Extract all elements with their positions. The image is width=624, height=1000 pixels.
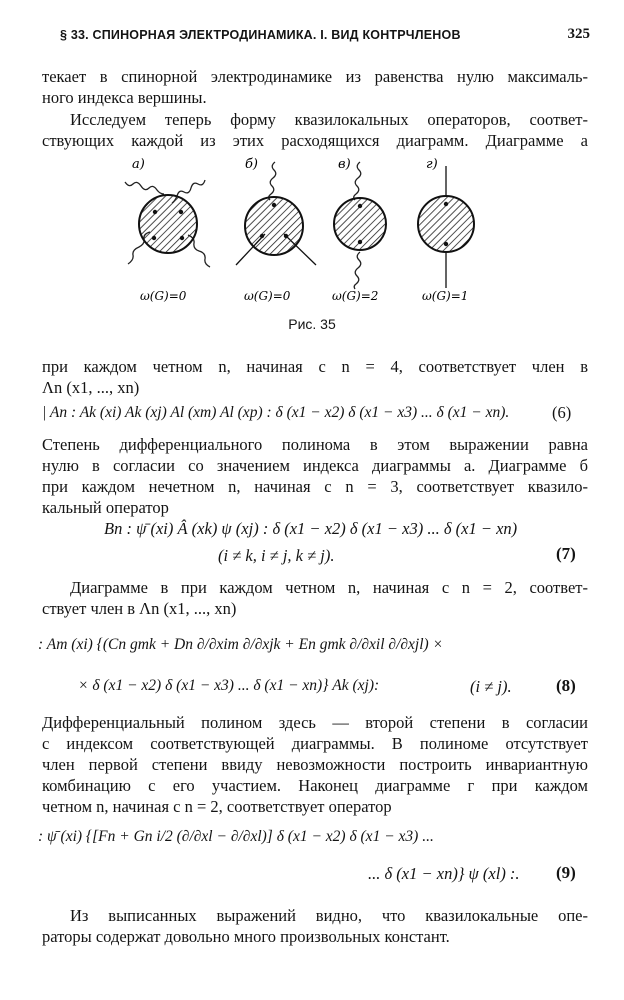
text-line: раторы содержат довольно много произвольных констант. xyxy=(42,927,450,946)
paragraph-4 xyxy=(42,434,588,518)
paragraph-7 xyxy=(42,905,588,947)
text-line: текает в спинорной электродинамике из равенства нулю максималь- xyxy=(42,67,588,86)
equation-9-line-1: : ψ̄ (xi) {[Fn + Gn i/2 (∂/∂xl − ∂/∂xl)] δ (x1 − x2) δ (x1 − x3) ... xyxy=(38,828,434,845)
paragraph-3 xyxy=(42,356,588,398)
paragraph-2 xyxy=(42,109,588,151)
text-line: при каждом нечетном n, начиная с n = 3, соответствует квазило- xyxy=(42,477,588,496)
diagram-b xyxy=(236,162,316,303)
omega-c: ω(G)=2 xyxy=(332,289,379,303)
feynman-diagrams-figure xyxy=(110,152,490,332)
panel-label-d: г) xyxy=(426,157,438,172)
diagram-c xyxy=(332,162,386,303)
text-line: комбинацию с его участием. Наконец диаграмме г при каждом xyxy=(42,776,588,795)
omega-b: ω(G)=0 xyxy=(244,289,291,303)
text-line: при каждом четном n, начиная с n = 4, соответствует член в xyxy=(42,357,588,376)
text-line: ствующих каждой из этих расходящихся диаграмм. Диаграмме a xyxy=(42,131,588,150)
equation-7-line-2: (i ≠ k, i ≠ j, k ≠ j). xyxy=(218,546,335,565)
panel-label-c: в) xyxy=(338,157,351,172)
text-line: ствует член в Λn (x1, ..., xn) xyxy=(42,599,237,618)
text-line: член первой степени ввиду невозможности построить инвариантную xyxy=(42,755,588,774)
text-line: Дифференциальный полином здесь — второй степени в согласии xyxy=(42,713,588,732)
text-line: Степень дифференциального полинома в этом выражении равна xyxy=(42,435,588,454)
text-line: Из выписанных выражений видно, что квазилокальные опе- xyxy=(70,906,588,925)
equation-6-number: (6) xyxy=(552,403,572,422)
omega-a: ω(G)=0 xyxy=(140,289,187,303)
equation-7-number: (7) xyxy=(556,544,576,563)
header-title: § 33. СПИНОРНАЯ ЭЛЕКТРОДИНАМИКА. I. ВИД КОНТРЧЛЕНОВ xyxy=(60,28,461,42)
text-line: ного индекса вершины. xyxy=(42,88,207,107)
equation-8-number: (8) xyxy=(556,676,576,695)
panel-label-b: б) xyxy=(245,157,259,172)
running-header xyxy=(60,26,590,48)
equation-8-condition: (i ≠ j). xyxy=(470,677,512,696)
equation-6: | An : Ak (xi) Ak (xj) Al (xm) Al (xp) : δ (x1 − x2) δ (x1 − x3) ... δ (x1 − xn). xyxy=(42,404,510,421)
diagram-a xyxy=(125,180,210,303)
panel-label-a: а) xyxy=(132,157,145,172)
diagram-d xyxy=(418,166,474,303)
equation-9-number: (9) xyxy=(556,863,576,882)
text-line: Исследуем теперь форму квазилокальных операторов, соответ- xyxy=(70,110,588,129)
text-line: четном n, начиная с n = 2, соответствует оператор xyxy=(42,797,392,816)
text-line: с индексом соответствующей диаграммы. В полиноме отсутствует xyxy=(42,734,588,753)
equation-8-line-1: : Am (xi) {(Cn gmk + Dn ∂/∂xim ∂/∂xjk + En gmk ∂/∂xil ∂/∂xjl) × xyxy=(38,636,444,653)
omega-d: ω(G)=1 xyxy=(422,289,469,303)
figure-caption: Рис. 35 xyxy=(288,316,336,332)
equation-7-line-1: Bn : ψ̄ (xi) Â (xk) ψ (xj) : δ (x1 − x2) δ (x1 − x3) ... δ (x1 − xn) xyxy=(104,519,518,538)
page-number: 325 xyxy=(567,26,590,42)
paragraph-6 xyxy=(42,712,588,817)
equation-9-line-2: ... δ (x1 − xn)} ψ (xl) :. xyxy=(368,864,520,883)
paragraph-5 xyxy=(42,577,588,619)
text-line: Λn (x1, ..., xn) xyxy=(42,378,140,397)
equation-8-line-2: × δ (x1 − x2) δ (x1 − x3) ... δ (x1 − xn)} Ak (xj): xyxy=(78,677,380,694)
text-line: кальный оператор xyxy=(42,498,169,517)
paragraph-1 xyxy=(42,66,588,108)
text-line: Диаграмме в при каждом четном n, начиная с n = 2, соответ- xyxy=(70,578,588,597)
text-line: нулю в согласии со значением индекса диаграммы а. Диаграмме б xyxy=(42,456,588,475)
